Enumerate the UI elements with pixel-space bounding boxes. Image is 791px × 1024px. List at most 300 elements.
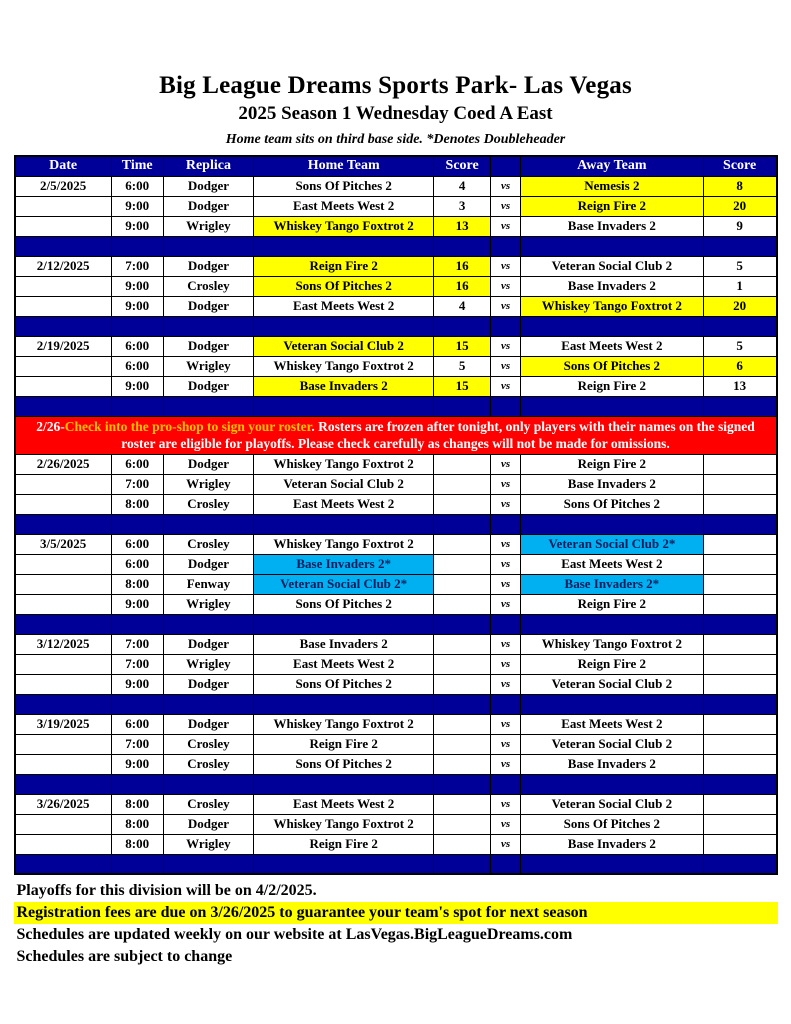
vs-cell <box>491 614 521 634</box>
date-cell <box>15 814 112 834</box>
away-team-cell: Base Invaders 2 <box>520 834 703 854</box>
home-team-cell: Base Invaders 2 <box>254 634 434 654</box>
away-team-cell <box>520 614 703 634</box>
time-cell: 9:00 <box>111 376 163 396</box>
vs-cell: vs <box>491 674 521 694</box>
time-cell: 9:00 <box>111 674 163 694</box>
away-team-cell: Reign Fire 2 <box>520 454 703 474</box>
game-row <box>15 454 777 474</box>
replica-cell: Dodger <box>163 674 254 694</box>
time-cell: 6:00 <box>111 554 163 574</box>
away-team-cell <box>520 514 703 534</box>
date-cell: 2/26/2025 <box>15 454 112 474</box>
schedule-table <box>14 155 778 875</box>
date-cell <box>15 734 112 754</box>
home-team-cell: East Meets West 2 <box>254 494 434 514</box>
game-row <box>15 494 777 514</box>
vs-cell <box>491 694 521 714</box>
home-team-cell: Whiskey Tango Foxtrot 2 <box>254 714 434 734</box>
home-team-cell <box>254 694 434 714</box>
game-row <box>15 356 777 376</box>
away-team-cell: Base Invaders 2 <box>520 276 703 296</box>
time-cell <box>111 854 163 874</box>
time-cell: 8:00 <box>111 574 163 594</box>
replica-column-header: Replica <box>163 156 254 176</box>
away-score-cell: 8 <box>703 176 776 196</box>
away-score-cell <box>703 514 776 534</box>
replica-cell: Dodger <box>163 376 254 396</box>
home-team-cell <box>254 396 434 416</box>
replica-cell: Crosley <box>163 794 254 814</box>
game-row <box>15 534 777 554</box>
home-team-cell: Base Invaders 2* <box>254 554 434 574</box>
vs-cell: vs <box>491 176 521 196</box>
away-score-cell <box>703 714 776 734</box>
game-row <box>15 794 777 814</box>
roster-banner-row <box>15 416 777 454</box>
time-cell: 6:00 <box>111 356 163 376</box>
replica-cell: Wrigley <box>163 654 254 674</box>
away-score-cell <box>703 634 776 654</box>
away-team-cell: Reign Fire 2 <box>520 594 703 614</box>
time-cell: 8:00 <box>111 794 163 814</box>
page-note: Home team sits on third base side. *Denotes Doubleheader <box>225 132 566 147</box>
vs-cell: vs <box>491 654 521 674</box>
away-team-cell: Reign Fire 2 <box>520 196 703 216</box>
replica-cell: Dodger <box>163 256 254 276</box>
date-cell <box>15 376 112 396</box>
vs-cell: vs <box>491 814 521 834</box>
replica-cell <box>163 774 254 794</box>
time-cell <box>111 316 163 336</box>
home-team-cell: Sons Of Pitches 2 <box>254 754 434 774</box>
date-cell: 3/12/2025 <box>15 634 112 654</box>
away-team-cell <box>520 774 703 794</box>
date-cell <box>15 276 112 296</box>
date-cell <box>15 774 112 794</box>
vs-cell: vs <box>491 454 521 474</box>
home-score-cell <box>434 494 491 514</box>
date-cell <box>15 196 112 216</box>
footer-line-registration: Registration fees are due on 3/26/2025 to guarantee your team's spot for next season <box>14 902 778 924</box>
home-score-cell <box>434 794 491 814</box>
time-cell: 7:00 <box>111 256 163 276</box>
replica-cell: Crosley <box>163 534 254 554</box>
away-team-cell: Base Invaders 2* <box>520 574 703 594</box>
replica-cell: Wrigley <box>163 356 254 376</box>
home-score-cell <box>434 814 491 834</box>
vs-cell: vs <box>491 634 521 654</box>
time-cell: 6:00 <box>111 176 163 196</box>
replica-cell: Dodger <box>163 454 254 474</box>
away-team-cell: Veteran Social Club 2* <box>520 534 703 554</box>
away-score-cell <box>703 814 776 834</box>
replica-cell: Dodger <box>163 336 254 356</box>
time-cell: 7:00 <box>111 734 163 754</box>
page-title: Big League Dreams Sports Park- Las Vegas <box>159 72 632 99</box>
table-header-row <box>15 156 777 176</box>
away-team-cell: East Meets West 2 <box>520 336 703 356</box>
date-cell: 2/5/2025 <box>15 176 112 196</box>
time-cell: 7:00 <box>111 654 163 674</box>
footer-line-subject-to-change: Schedules are subject to change <box>16 948 233 966</box>
time-cell: 9:00 <box>111 196 163 216</box>
home-score-cell: 5 <box>434 356 491 376</box>
home-score-cell <box>434 674 491 694</box>
home-score-cell <box>434 694 491 714</box>
away-team-cell: Reign Fire 2 <box>520 376 703 396</box>
vs-cell: vs <box>491 256 521 276</box>
vs-cell <box>491 396 521 416</box>
vs-cell <box>491 854 521 874</box>
game-row <box>15 814 777 834</box>
home-team-cell <box>254 514 434 534</box>
away-team-cell <box>520 316 703 336</box>
vs-cell: vs <box>491 216 521 236</box>
away-team-cell: Nemesis 2 <box>520 176 703 196</box>
away-score-cell <box>703 774 776 794</box>
replica-cell: Crosley <box>163 734 254 754</box>
vs-cell: vs <box>491 376 521 396</box>
game-row <box>15 714 777 734</box>
game-row <box>15 196 777 216</box>
away-team-cell: Base Invaders 2 <box>520 216 703 236</box>
time-cell <box>111 774 163 794</box>
home-team-cell: Veteran Social Club 2 <box>254 336 434 356</box>
date-cell: 3/26/2025 <box>15 794 112 814</box>
home-team-cell: East Meets West 2 <box>254 794 434 814</box>
home-team-cell: Reign Fire 2 <box>254 734 434 754</box>
away-score-cell <box>703 554 776 574</box>
time-cell: 7:00 <box>111 474 163 494</box>
away-score-cell <box>703 236 776 256</box>
home-team-cell: East Meets West 2 <box>254 196 434 216</box>
vs-cell: vs <box>491 834 521 854</box>
game-row <box>15 634 777 654</box>
home-team-cell <box>254 854 434 874</box>
vs-cell <box>491 316 521 336</box>
vs-cell: vs <box>491 276 521 296</box>
time-cell: 9:00 <box>111 296 163 316</box>
away-team-cell: Veteran Social Club 2 <box>520 794 703 814</box>
vs-cell: vs <box>491 594 521 614</box>
time-cell: 6:00 <box>111 454 163 474</box>
home-score-cell <box>434 654 491 674</box>
banner-rest-text: . Rosters are frozen after tonight, only players with their names on the signed roster are eligible for playoffs. Please check carefully as changes will not be made for omissions. <box>121 418 755 452</box>
home-score-cell: 13 <box>434 216 491 236</box>
time-cell: 9:00 <box>111 216 163 236</box>
away-score-cell <box>703 834 776 854</box>
vs-cell: vs <box>491 574 521 594</box>
away-score-cell <box>703 396 776 416</box>
date-column-header: Date <box>15 156 112 176</box>
away-team-cell: Veteran Social Club 2 <box>520 734 703 754</box>
home-score-cell: 16 <box>434 256 491 276</box>
home-score-cell <box>434 734 491 754</box>
vs-cell: vs <box>491 794 521 814</box>
time-cell: 8:00 <box>111 814 163 834</box>
separator-row <box>15 396 777 416</box>
vs-cell: vs <box>491 494 521 514</box>
away-score-cell <box>703 594 776 614</box>
vs-cell: vs <box>491 356 521 376</box>
away-team-cell <box>520 396 703 416</box>
home-score-cell: 4 <box>434 176 491 196</box>
page-subtitle: 2025 Season 1 Wednesday Coed A East <box>238 103 553 124</box>
footer-line-playoffs: Playoffs for this division will be on 4/2/2025. <box>16 882 317 900</box>
replica-cell: Dodger <box>163 196 254 216</box>
replica-cell: Wrigley <box>163 834 254 854</box>
time-cell: 9:00 <box>111 594 163 614</box>
game-row <box>15 554 777 574</box>
away-team-cell: Sons Of Pitches 2 <box>520 356 703 376</box>
game-row <box>15 216 777 236</box>
home-team-cell: Veteran Social Club 2 <box>254 474 434 494</box>
home-team-cell: Reign Fire 2 <box>254 834 434 854</box>
home-team-cell: Whiskey Tango Foxtrot 2 <box>254 216 434 236</box>
game-row <box>15 376 777 396</box>
home-team-cell: Sons Of Pitches 2 <box>254 176 434 196</box>
home-team-cell: Sons Of Pitches 2 <box>254 276 434 296</box>
home-team-cell: Whiskey Tango Foxtrot 2 <box>254 454 434 474</box>
separator-row <box>15 514 777 534</box>
replica-cell <box>163 854 254 874</box>
home-score-cell <box>434 316 491 336</box>
replica-cell: Crosley <box>163 276 254 296</box>
away-score-cell <box>703 474 776 494</box>
away-score-cell: 5 <box>703 336 776 356</box>
time-cell: 9:00 <box>111 276 163 296</box>
date-cell <box>15 574 112 594</box>
home-score-cell: 15 <box>434 376 491 396</box>
away-score-cell: 13 <box>703 376 776 396</box>
date-cell <box>15 694 112 714</box>
time-cell: 9:00 <box>111 754 163 774</box>
replica-cell: Crosley <box>163 754 254 774</box>
replica-cell: Dodger <box>163 296 254 316</box>
replica-cell <box>163 514 254 534</box>
game-row <box>15 674 777 694</box>
time-cell: 7:00 <box>111 634 163 654</box>
home-team-cell: Whiskey Tango Foxtrot 2 <box>254 356 434 376</box>
home-team-cell <box>254 236 434 256</box>
away-team-cell: Veteran Social Club 2 <box>520 256 703 276</box>
game-row <box>15 654 777 674</box>
away-score-cell <box>703 674 776 694</box>
game-row <box>15 834 777 854</box>
home-team-cell: East Meets West 2 <box>254 654 434 674</box>
game-row <box>15 296 777 316</box>
replica-cell: Wrigley <box>163 474 254 494</box>
home-score-cell <box>434 574 491 594</box>
replica-cell: Dodger <box>163 554 254 574</box>
time-column-header: Time <box>111 156 163 176</box>
away-score-cell: 9 <box>703 216 776 236</box>
home-score-cell: 4 <box>434 296 491 316</box>
date-cell <box>15 514 112 534</box>
date-cell <box>15 554 112 574</box>
time-cell <box>111 694 163 714</box>
date-cell <box>15 216 112 236</box>
date-cell <box>15 236 112 256</box>
replica-cell: Fenway <box>163 574 254 594</box>
game-row <box>15 734 777 754</box>
game-row <box>15 574 777 594</box>
time-cell: 6:00 <box>111 714 163 734</box>
away-team-cell: Whiskey Tango Foxtrot 2 <box>520 296 703 316</box>
home-score-cell: 16 <box>434 276 491 296</box>
home-team-cell: Veteran Social Club 2* <box>254 574 434 594</box>
time-cell: 6:00 <box>111 336 163 356</box>
home-score-cell <box>434 454 491 474</box>
footer-line-website: Schedules are updated weekly on our website at LasVegas.BigLeagueDreams.com <box>16 926 573 944</box>
game-row <box>15 176 777 196</box>
vs-cell <box>491 236 521 256</box>
away-team-cell: Sons Of Pitches 2 <box>520 814 703 834</box>
away-team-cell: Reign Fire 2 <box>520 654 703 674</box>
banner-date-prefix: 2/26- <box>36 418 65 434</box>
time-cell <box>111 396 163 416</box>
away-score-cell <box>703 654 776 674</box>
home-score-cell <box>434 474 491 494</box>
home-score-cell: 3 <box>434 196 491 216</box>
vs-cell: vs <box>491 534 521 554</box>
home-score-cell <box>434 614 491 634</box>
away-team-cell: East Meets West 2 <box>520 714 703 734</box>
replica-cell <box>163 316 254 336</box>
time-cell <box>111 514 163 534</box>
date-cell <box>15 654 112 674</box>
home-team-cell: Reign Fire 2 <box>254 256 434 276</box>
vs-cell: vs <box>491 474 521 494</box>
home-score-column-header: Score <box>434 156 491 176</box>
away-score-cell: 1 <box>703 276 776 296</box>
game-row <box>15 256 777 276</box>
separator-row <box>15 854 777 874</box>
game-row <box>15 276 777 296</box>
away-score-cell: 20 <box>703 196 776 216</box>
vs-cell: vs <box>491 714 521 734</box>
home-score-cell <box>434 534 491 554</box>
vs-cell: vs <box>491 554 521 574</box>
home-score-cell <box>434 396 491 416</box>
separator-row <box>15 694 777 714</box>
home-team-cell <box>254 774 434 794</box>
replica-cell <box>163 236 254 256</box>
time-cell <box>111 236 163 256</box>
date-cell: 2/12/2025 <box>15 256 112 276</box>
vs-cell: vs <box>491 734 521 754</box>
away-team-column-header: Away Team <box>520 156 703 176</box>
game-row <box>15 474 777 494</box>
away-team-cell: Base Invaders 2 <box>520 474 703 494</box>
banner-highlight-text: Check into the pro-shop to sign your roster <box>64 418 312 434</box>
date-cell: 3/5/2025 <box>15 534 112 554</box>
away-team-cell: Sons Of Pitches 2 <box>520 494 703 514</box>
vs-column-header <box>491 156 521 176</box>
home-score-cell <box>434 514 491 534</box>
date-cell <box>15 674 112 694</box>
home-score-cell <box>434 714 491 734</box>
home-team-cell: Sons Of Pitches 2 <box>254 674 434 694</box>
replica-cell <box>163 614 254 634</box>
home-team-column-header: Home Team <box>254 156 434 176</box>
date-cell <box>15 474 112 494</box>
separator-row <box>15 236 777 256</box>
date-cell <box>15 494 112 514</box>
home-score-cell <box>434 834 491 854</box>
time-cell: 6:00 <box>111 534 163 554</box>
replica-cell: Crosley <box>163 494 254 514</box>
away-team-cell: East Meets West 2 <box>520 554 703 574</box>
away-score-cell: 20 <box>703 296 776 316</box>
away-score-cell <box>703 794 776 814</box>
footer-notes <box>14 880 778 968</box>
home-team-cell: Whiskey Tango Foxtrot 2 <box>254 814 434 834</box>
game-row <box>15 754 777 774</box>
vs-cell: vs <box>491 196 521 216</box>
home-score-cell <box>434 236 491 256</box>
home-team-cell <box>254 614 434 634</box>
date-cell <box>15 834 112 854</box>
date-cell: 2/19/2025 <box>15 336 112 356</box>
vs-cell: vs <box>491 336 521 356</box>
vs-cell <box>491 514 521 534</box>
away-team-cell <box>520 854 703 874</box>
replica-cell: Dodger <box>163 634 254 654</box>
home-team-cell: Whiskey Tango Foxtrot 2 <box>254 534 434 554</box>
date-cell: 3/19/2025 <box>15 714 112 734</box>
away-score-column-header: Score <box>703 156 776 176</box>
vs-cell <box>491 774 521 794</box>
separator-row <box>15 774 777 794</box>
date-cell <box>15 854 112 874</box>
vs-cell: vs <box>491 754 521 774</box>
replica-cell: Wrigley <box>163 216 254 236</box>
date-cell <box>15 356 112 376</box>
schedule-table-body <box>15 176 777 874</box>
away-score-cell: 5 <box>703 256 776 276</box>
away-score-cell <box>703 494 776 514</box>
away-team-cell: Base Invaders 2 <box>520 754 703 774</box>
date-cell <box>15 296 112 316</box>
date-cell <box>15 316 112 336</box>
date-cell <box>15 754 112 774</box>
home-score-cell <box>434 634 491 654</box>
home-score-cell: 15 <box>434 336 491 356</box>
replica-cell: Dodger <box>163 176 254 196</box>
away-score-cell <box>703 854 776 874</box>
away-team-cell: Whiskey Tango Foxtrot 2 <box>520 634 703 654</box>
away-score-cell <box>703 614 776 634</box>
separator-row <box>15 614 777 634</box>
date-cell <box>15 396 112 416</box>
roster-banner-cell <box>15 416 777 454</box>
home-score-cell <box>434 754 491 774</box>
replica-cell: Dodger <box>163 814 254 834</box>
game-row <box>15 594 777 614</box>
replica-cell <box>163 694 254 714</box>
time-cell: 8:00 <box>111 834 163 854</box>
home-team-cell <box>254 316 434 336</box>
replica-cell: Wrigley <box>163 594 254 614</box>
date-cell <box>15 614 112 634</box>
home-score-cell <box>434 774 491 794</box>
time-cell <box>111 614 163 634</box>
away-score-cell <box>703 754 776 774</box>
away-score-cell <box>703 574 776 594</box>
home-score-cell <box>434 594 491 614</box>
